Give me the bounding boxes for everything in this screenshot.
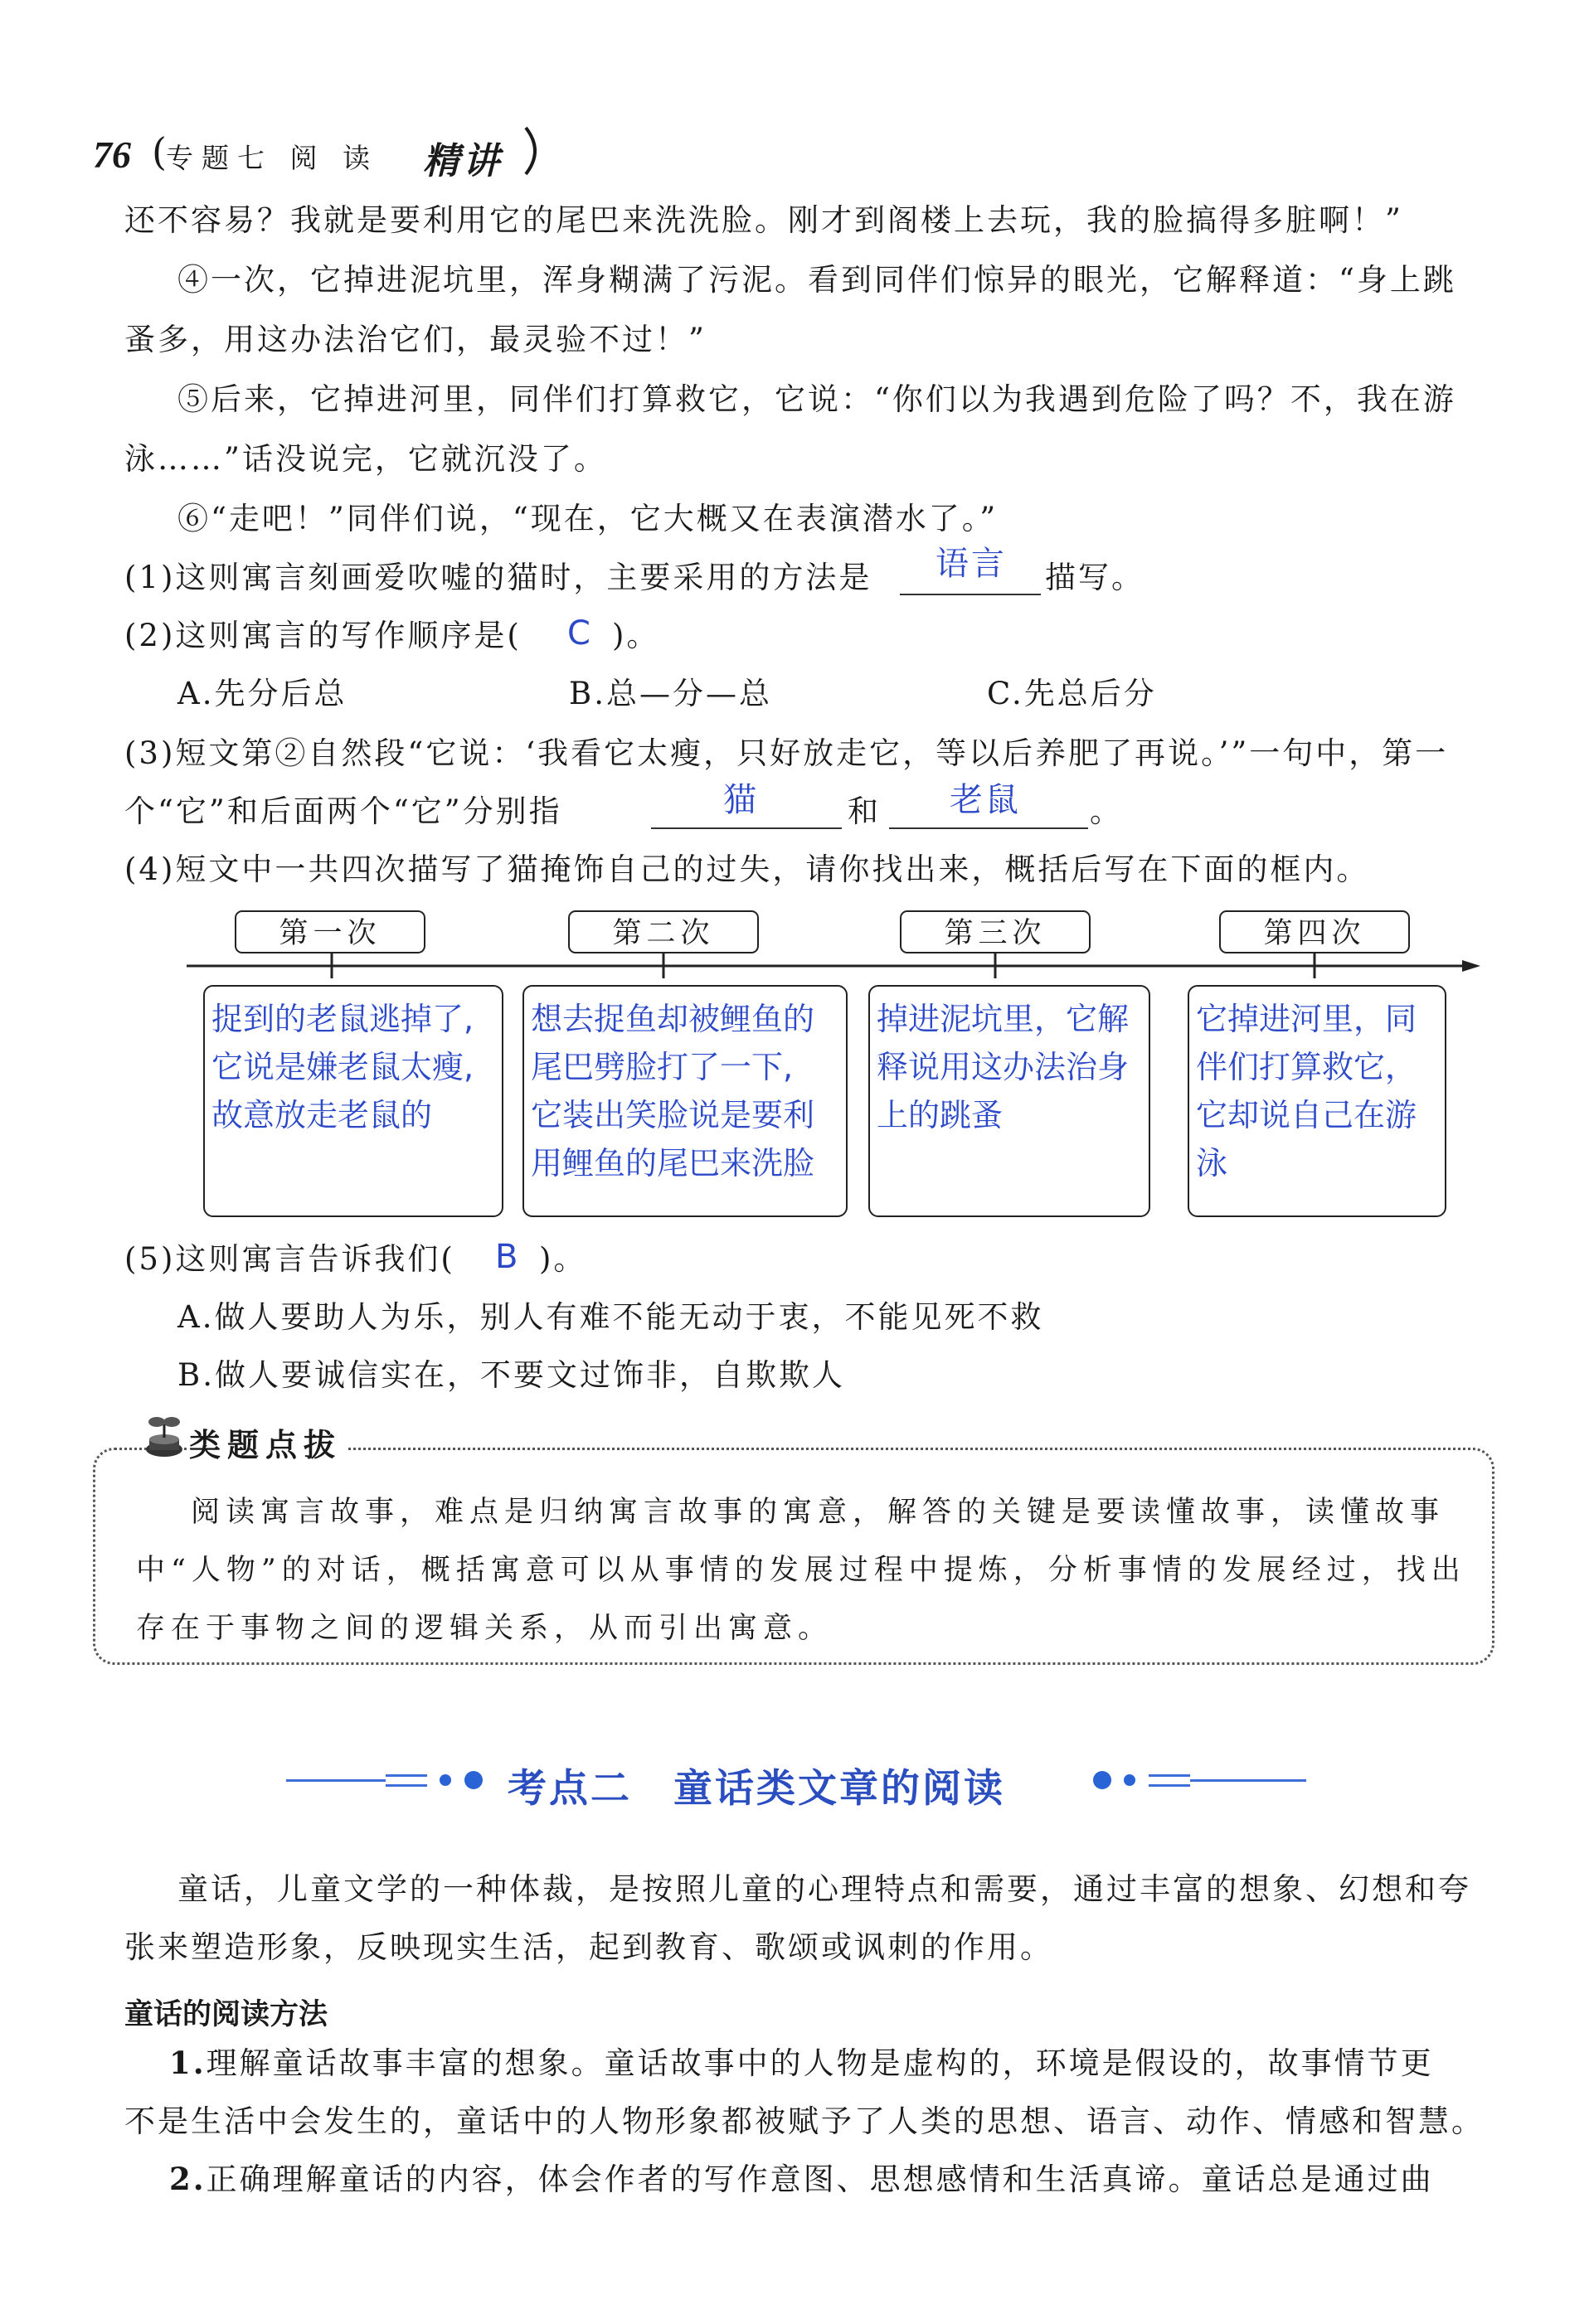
timeline-box-1	[203, 985, 503, 1217]
header-bracket-icon	[522, 124, 547, 177]
question-3-answer-2: 老鼠	[950, 781, 1021, 819]
question-2-option-c: C.先总后分	[987, 676, 1157, 711]
intro-line-2: 张来塑造形象，反映现实生活，起到教育、歌颂或讽刺的作用。	[124, 1929, 1053, 1965]
section-2-title: 考点二 童话类文章的阅读	[508, 1766, 1005, 1812]
question-3-blank-2	[889, 827, 1088, 829]
question-5-option-a: A.做人要助人为乐，别人有难不能无动于衷，不能见死不救	[177, 1299, 1044, 1335]
banner-dot	[1093, 1771, 1111, 1789]
method-1-number: 1.	[169, 2045, 207, 2081]
question-3-mid: 和	[848, 793, 881, 829]
question-5-suffix: )。	[539, 1241, 587, 1277]
question-3-answer-1: 猫	[723, 781, 759, 819]
box-1-line: 捉到的老鼠逃掉了,	[211, 1001, 474, 1037]
question-3-suffix: 。	[1090, 793, 1123, 829]
timeline-box-4	[1188, 985, 1446, 1217]
box-3-line: 掉进泥坑里，它解	[877, 1001, 1130, 1037]
paragraph-6: ⑥“走吧！”同伴们说，“现在，它大概又在表演潜水了。”	[177, 501, 999, 536]
question-1-answer: 语言	[936, 545, 1007, 583]
method-2-text: 正确理解童话的内容，体会作者的写作意图、思想感情和生活真谛。童话总是通过曲	[206, 2161, 1434, 2197]
plant-icon	[141, 1409, 187, 1459]
tip-line-1: 阅读寓言故事，难点是归纳寓言故事的寓意，解答的关键是要读懂故事，读懂故事	[191, 1496, 1446, 1529]
page-number: 76	[93, 133, 131, 176]
question-5-answer: B	[495, 1238, 521, 1276]
method-1-line-1	[169, 2045, 1434, 2081]
banner-rule-right	[1190, 1779, 1306, 1782]
question-2-suffix: )。	[612, 618, 660, 653]
question-2-prefix: (2)这则寓言的写作顺序是(	[124, 618, 522, 653]
paragraph-5-line-2: 泳……”话没说完，它就沉没了。	[124, 441, 607, 477]
banner-rule-left	[386, 1774, 427, 1777]
timeline-label-3: 第三次	[900, 910, 1091, 953]
timeline-box-3	[868, 985, 1150, 1217]
box-1-line: 它说是嫌老鼠太瘦,	[211, 1049, 474, 1085]
question-2-answer: C	[567, 614, 593, 653]
paragraph-4-line-2: 蚤多，用这办法治它们，最灵验不过！”	[124, 322, 707, 357]
box-2-line: 它装出笑脸说是要利	[531, 1097, 815, 1133]
box-3-line: 上的跳蚤	[877, 1097, 1004, 1133]
banner-dot	[464, 1771, 483, 1789]
box-2-line: 尾巴劈脸打了一下,	[531, 1049, 794, 1085]
question-1-suffix: 描写。	[1045, 560, 1144, 595]
timeline-label-2: 第二次	[568, 910, 759, 953]
timeline-label-1: 第一次	[235, 910, 425, 953]
header-bracket: (	[152, 129, 167, 174]
passage-line: 还不容易？我就是要利用它的尾巴来洗洗脸。刚才到阁楼上去玩，我的脸搞得多脏啊！”	[124, 202, 1403, 238]
box-1-line: 故意放走老鼠的	[211, 1097, 433, 1133]
question-5-option-b: B.做人要诚信实在，不要文过饰非，自欺欺人	[177, 1357, 845, 1393]
method-1-line-2: 不是生活中会发生的，童话中的人物形象都被赋予了人类的思想、语言、动作、情感和智慧。	[124, 2103, 1485, 2139]
method-heading: 童话的阅读方法	[124, 1998, 328, 2031]
box-2-line: 想去捉鱼却被鲤鱼的	[531, 1001, 815, 1037]
banner-rule-left	[286, 1779, 386, 1782]
banner-dot	[440, 1774, 451, 1786]
timeline-arrow	[187, 953, 1480, 978]
box-3-line: 释说用这办法治身	[877, 1049, 1130, 1085]
paragraph-4-line-1: ④一次，它掉进泥坑里，浑身糊满了污泥。看到同伴们惊异的眼光，它解释道：“身上跳	[177, 262, 1456, 298]
banner-rule-right	[1149, 1774, 1190, 1777]
box-2-line: 用鲤鱼的尾巴来洗脸	[531, 1145, 815, 1181]
box-4-line: 它掉进河里，同	[1196, 1001, 1417, 1037]
question-3-line-1: (3)短文第②自然段“它说：‘我看它太瘦，只好放走它，等以后养肥了再说。’”一句中，第一	[124, 735, 1449, 771]
timeline-label-4: 第四次	[1219, 910, 1410, 953]
box-4-line: 它却说自己在游	[1196, 1097, 1417, 1133]
intro-line-1: 童话，儿童文学的一种体裁，是按照儿童的心理特点和需要，通过丰富的想象、幻想和夸	[177, 1871, 1471, 1907]
banner-rule-left	[386, 1784, 427, 1787]
question-3-blank-1	[651, 827, 842, 829]
header-title: 精讲	[423, 140, 503, 182]
tip-line-2: 中“人物”的对话，概括寓意可以从事情的发展过程中提炼，分析事情的发展经过，找出	[136, 1554, 1466, 1587]
method-1-text: 理解童话故事丰富的想象。童话故事中的人物是虚构的，环境是假设的，故事情节更	[206, 2045, 1434, 2081]
banner-dot	[1124, 1774, 1135, 1786]
header-section: 专题七 阅 读	[166, 142, 378, 174]
box-4-line: 泳	[1196, 1145, 1228, 1181]
question-1-prefix: (1)这则寓言刻画爱吹嘘的猫时，主要采用的方法是	[124, 560, 872, 595]
question-4: (4)短文中一共四次描写了猫掩饰自己的过失，请你找出来，概括后写在下面的框内。	[124, 851, 1370, 887]
method-2-number: 2.	[169, 2161, 207, 2197]
method-2-line-1	[169, 2161, 1434, 2197]
question-1-blank	[900, 594, 1041, 595]
question-3-prefix: 个“它”和后面两个“它”分别指	[124, 793, 562, 829]
question-2-option-b: B.总—分—总	[569, 676, 772, 711]
question-2-option-a: A.先分后总	[177, 676, 347, 711]
banner-rule-right	[1149, 1784, 1190, 1787]
paragraph-5-line-1: ⑤后来，它掉进河里，同伴们打算救它，它说：“你们以为我遇到危险了吗？不，我在游	[177, 381, 1456, 417]
question-5-prefix: (5)这则寓言告诉我们(	[124, 1241, 455, 1277]
tip-title: 类题点拔	[189, 1419, 347, 1465]
tip-line-3: 存在于事物之间的逻辑关系，从而引出寓意。	[136, 1612, 833, 1645]
box-4-line: 伴们打算救它，	[1196, 1049, 1417, 1085]
timeline-box-2	[522, 985, 848, 1217]
